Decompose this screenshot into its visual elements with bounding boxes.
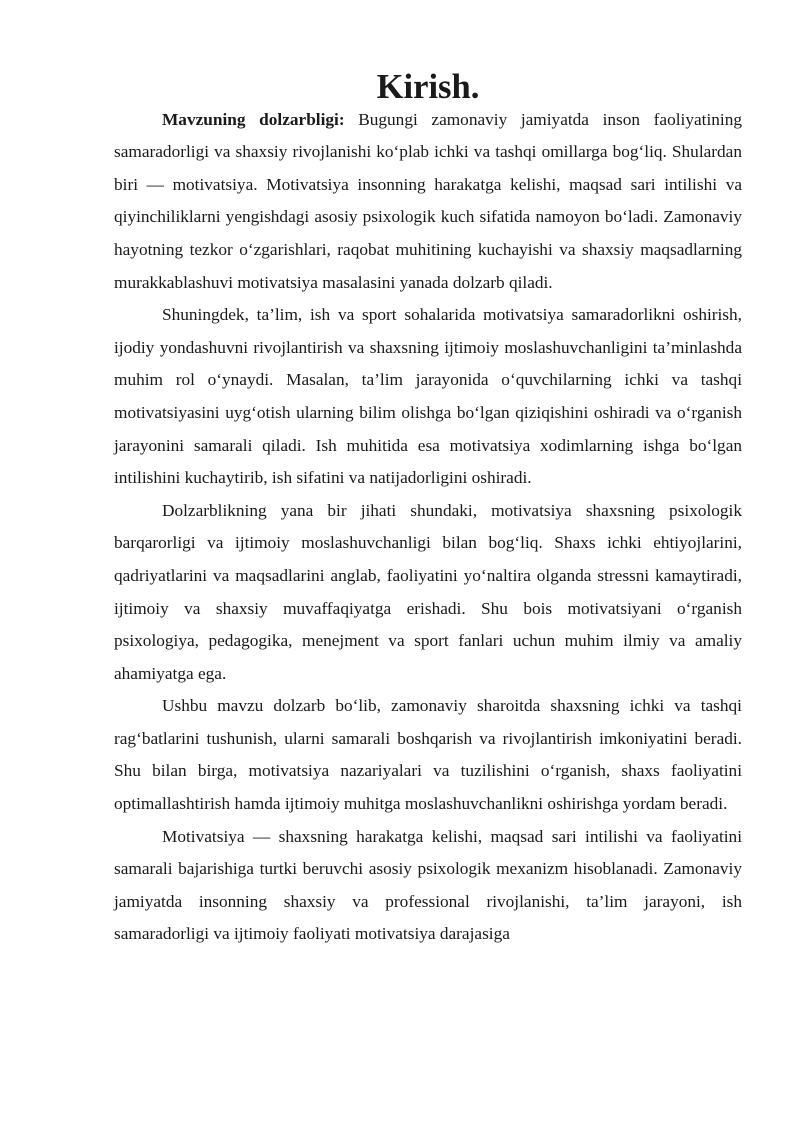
paragraph-topic-importance: Ushbu mavzu dolzarb bo‘lib, zamonaviy sharoitda shaxsning ichki va tashqi rag‘batlarini tushunish, ularni samarali boshqarish va rivojlantirish imkoniyatini beradi. Shu bilan birga, motivatsiya nazariyalari va tuzilishini o‘rganish, shaxs faoliyatini optimallashtirish hamda ijtimoiy muhitga moslashuvchanlikni oshirishga yordam beradi.: [114, 696, 742, 814]
paragraph-motivation-definition: Motivatsiya — shaxsning harakatga kelishi, maqsad sari intilishi va faoliyatini samarali bajarishiga turtki beruvchi asosiy psixologik mexanizm hisoblanadi. Zamonaviy jamiyatda insonning shaxsiy va professional rivojlanishi, ta’lim jarayoni, ish samaradorligi va ijtimoiy faoliyati motivatsiya darajasiga: [114, 826, 742, 944]
document-body: [114, 68, 742, 951]
paragraph-psychological-stability: Dolzarblikning yana bir jihati shundaki, motivatsiya shaxsning psixologik barqarorligi va ijtimoiy moslashuvchanligi bilan bog‘liq. Shaxs ichki ehtiyojlarini, qadriyatlarini va maqsadlarini anglab, faoliyatini yo‘naltira olganda stressni kamaytiradi, ijtimoiy va shaxsiy muvaffaqiyatga erishadi. Shu bois motivatsiyani o‘rganish psixologiya, pedagogika, menejment va sport fanlari uchun muhim ilmiy va amaliy ahamiyatga ega.: [114, 500, 742, 683]
relevance-lead: Mavzuning dolzarbligi:: [162, 109, 345, 129]
paragraph-education-work: Shuningdek, ta’lim, ish va sport sohalarida motivatsiya samaradorlikni oshirish, ijodiy yondashuvni rivojlantirish va shaxsning ijtimoiy moslashuvchanligini ta’minlashda muhim rol o‘ynaydi. Masalan, ta’lim jarayonida o‘quvchilarning ichki va tashqi motivatsiyasini uyg‘otish ularning bilim olishga bo‘lgan qiziqishini oshiradi va o‘rganish jarayonini samarali qiladi. Ish muhitida esa motivatsiya xodimlarning ishga bo‘lgan intilishini kuchaytirib, ish sifatini va natijadorligini oshiradi.: [114, 305, 742, 488]
paragraph-text: Bugungi zamonaviy jamiyatda inson faoliyatining samaradorligi va shaxsiy rivojlanishi ko‘plab ichki va tashqi omillarga bog‘liq. Shulardan biri — motivatsiya. Motivatsiya insonning harakatga kelishi, maqsad sari intilishi va qiyinchiliklarni yengishdagi asosiy psixologik kuch sifatida namoyon bo‘ladi. Zamonaviy hayotning tezkor o‘zgarishlari, raqobat muhitining kuchayishi va shaxsiy maqsadlarning murakkablashuvi motivatsiya masalasini yanada dolzarb qiladi.: [114, 109, 742, 292]
paragraph-relevance: [114, 104, 742, 300]
section-title: Kirish.: [376, 68, 480, 106]
